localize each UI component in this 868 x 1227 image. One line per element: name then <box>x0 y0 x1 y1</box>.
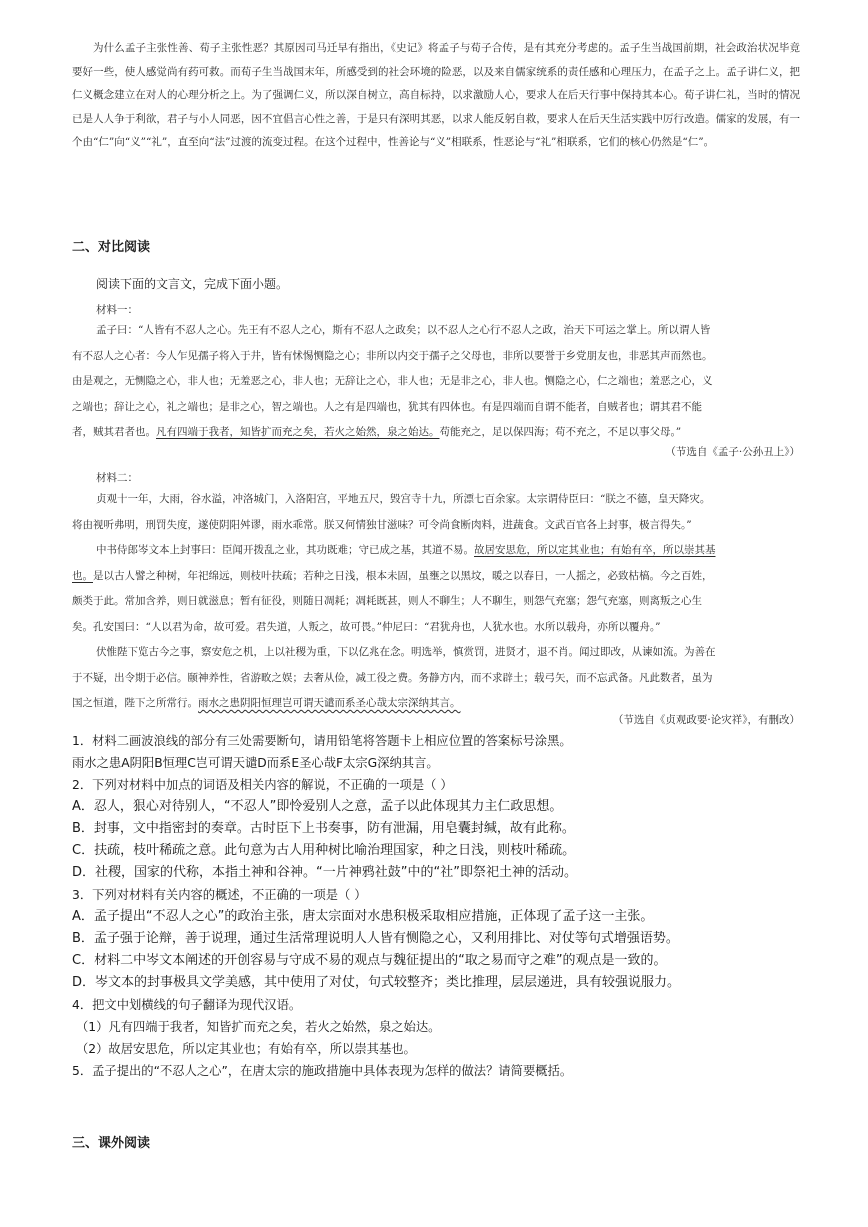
material-1-line: 由是观之，无恻隐之心，非人也；无羞恶之心，非人也；无辞让之心，非人也；无是非之心，非人也。恻隐之心，仁之端也；羞恶之心，义 <box>72 375 713 387</box>
question-1: 1．材料二画波浪线的部分有三处需要断句，请用铅笔将答题卡上相应位置的答案标号涂黑。 <box>72 734 572 748</box>
question-3-option-a: A．孟子提出“不忍人之心”的政治主张，唐太宗面对水患积极采取相应措施，正体现了孟子这一主张。 <box>72 909 654 924</box>
question-2-option-d: D．社稷，国家的代称，本指土神和谷神。“一片神鸦社鼓”中的“社”即祭祀土神的活动。 <box>72 865 577 880</box>
material-1-label: 材料一： <box>96 304 138 316</box>
question-2-option-b: B．封事，文中指密封的奏章。古时臣下上书奏事，防有泄漏，用皂囊封缄，故有此称。 <box>72 821 575 836</box>
material-2-line: 伏惟陛下览古今之事，察安危之机，上以社稷为重，下以亿兆在念。明选举，慎赏罚，进贤才，退不肖。闻过即改，从谏如流。为善在 <box>96 646 716 658</box>
question-2: 2．下列对材料中加点的词语及相关内容的解说，不正确的一项是（ ） <box>72 778 453 792</box>
material-2-line: 矣。孔安国曰：“人以君为命，故可爱。君失道，人叛之，故可畏。”仲尼曰：“君犹舟也，人犹水也。水所以载舟，亦所以覆舟。” <box>72 620 661 633</box>
text-segment: 中书侍郎岑文本上封事曰：臣闻开拨乱之业，其功既难；守已成之基，其道不易。 <box>96 544 474 556</box>
wavy-underlined-passage: 雨水之患阴阳恒理岂可谓天谴而系圣心哉太宗深纳其言。 <box>198 697 461 709</box>
material-1-line: 之端也；辞让之心，礼之端也；是非之心，智之端也。人之有是四端也，犹其有四体也。有是四端而自谓不能者，自贼者也；谓其君不能 <box>72 400 702 413</box>
question-3: 3．下列对材料有关内容的概述，不正确的一项是（ ） <box>72 888 367 902</box>
material-1-line: 孟子曰：“人皆有不忍人之心。先王有不忍人之心，斯有不忍人之政矣；以不忍人之心行不忍人之政，治天下可运之掌上。所以谓人皆 <box>96 324 711 336</box>
section-2-instruction: 阅读下面的文言文，完成下面小题。 <box>96 277 289 291</box>
question-3-option-c: C．材料二中岑文本阐述的开创容易与守成不易的观点与魏征提出的“取之易而守之难”的观点是一致的。 <box>72 953 667 968</box>
material-2-line: 颇类于此。常加含养，则日就滋息；暂有征役，则随日凋耗；凋耗既甚，则人不聊生；人不聊生，则怨气充塞；怨气充塞，则离叛之心生 <box>72 595 702 607</box>
material-2-line <box>72 564 800 590</box>
question-4: 4．把文中划横线的句子翻译为现代汉语。 <box>72 998 302 1012</box>
text-segment: 苟能充之，足以保四海；苟不充之，不足以事父母。” <box>439 426 682 438</box>
material-2-text <box>72 487 800 717</box>
material-1-source: （节选自《孟子·公孙丑上》） <box>665 446 800 458</box>
question-1-text: 雨水之患A阴阳B恒理C岂可谓天谴D而系E圣心哉F太宗G深纳其言。 <box>72 756 439 770</box>
question-2-option-a: A．忍人，狠心对待别人，“不忍人”即怜爱别人之意，孟子以此体现其力主仁政思想。 <box>72 799 563 814</box>
question-4-item-2: （2）故居安思危，所以定其业也；有始有卒，所以崇其基也。 <box>76 1042 416 1056</box>
underlined-sentence-1: 凡有四端于我者，知皆扩而充之矣，若火之始然，泉之始达。 <box>156 426 440 438</box>
material-2-line: 贞观十一年，大雨，谷水溢，冲洛城门，入洛阳宫，平地五尺，毁宫寺十九，所漂七百余家。太宗谓侍臣曰：“朕之不德，皇天降灾。 <box>96 493 711 505</box>
section-2-heading: 二、对比阅读 <box>72 240 151 255</box>
section-3-heading: 三、课外阅读 <box>72 1136 151 1151</box>
question-4-item-1: （1）凡有四端于我者，知皆扩而充之矣，若火之始然，泉之始达。 <box>76 1020 441 1034</box>
underlined-sentence-2-end: 也。 <box>72 569 93 582</box>
intro-paragraph: 为什么孟子主张性善、荀子主张性恶？其原因司马迁早有指出，《史记》将孟子与荀子合传，是有其充分考虑的。孟子生当战国前期，社会政治状况毕竟要好一些，使人感觉尚有药可救。而荀子生当战国末年，所感受到的社会环境的险恶，以及来自儒家统系的责任感和心理压力，在孟子之上。孟子讲仁义，把仁义概念建立在对人的心理分析之上。为了强调仁义，所以深自树立，高自标持，以求激励人心，要求人在后天行事中保持其本心。荀子讲仁礼，当时的情况已是人人争于利欲，君子与小人同恶，因不宜倡言心性之善，于是只有深明其恶，以求人能反躬自救，要求人在后天生活实践中厉行改造。儒家的发展，有一个由“仁”向“义”“礼”，直至向“法”过渡的流变过程。在这个过程中，性善论与“义”相联系，性恶论与“礼”相联系，它们的核心仍然是“仁”。 <box>72 42 800 148</box>
underlined-sentence-2: 故居安思危，所以定其业也；有始有卒，所以崇其基 <box>474 544 716 556</box>
material-1-line: 有不忍人之心者：今人乍见孺子将入于井，皆有怵惕恻隐之心；非所以内交于孺子之父母也，非所以要誉于乡党朋友也，非恶其声而然也。 <box>72 349 713 362</box>
material-2-label: 材料二： <box>96 472 138 484</box>
material-2-line <box>72 538 800 564</box>
material-2-line: 将由视听弗明，刑罚失度，遂使阴阳舛谬，雨水乖常。朕又何情独甘滋味？可令尚食断肉料，进蔬食。文武百官各上封事，极言得失。” <box>72 518 692 531</box>
question-3-option-b: B．孟子强于论辩，善于说理，通过生活常理说明人人皆有恻隐之心，又利用排比、对仗等句式增强语势。 <box>72 931 679 946</box>
material-2-source: （节选自《贞观政要·论灾祥》，有删改） <box>612 714 800 726</box>
text-segment: 者，贼其君者也。 <box>72 426 156 438</box>
material-2-line: 于不疑，出令期于必信。颐神养性，省游畋之娱；去奢从俭，减工役之费。务静方内，而不求辟土；载弓矢，而不忘武备。凡此数者，虽为 <box>72 671 713 684</box>
material-1-text <box>72 318 800 446</box>
question-3-option-d: D．岑文本的封事极具文学美感，其中使用了对仗，句式较整齐；类比推理，层层递进，具有较强说服力。 <box>72 975 681 990</box>
material-1-line <box>72 420 800 446</box>
text-segment: 是以古人譬之种树，年祀绵远，则枝叶扶疏；若种之日浅，根本未固，虽壅之以黑坟，暖之以春日，一人摇之，必致枯槁。今之百姓， <box>93 569 713 582</box>
question-2-option-c: C．扶疏，枝叶稀疏之意。此句意为古人用种树比喻治理国家，种之日浅，则枝叶稀疏。 <box>72 843 576 858</box>
question-5: 5．孟子提出的“不忍人之心”，在唐太宗的施政措施中具体表现为怎样的做法？请简要概括。 <box>72 1064 573 1078</box>
questions <box>72 730 812 1082</box>
text-segment: 国之恒道，陛下之所常行。 <box>72 697 198 709</box>
